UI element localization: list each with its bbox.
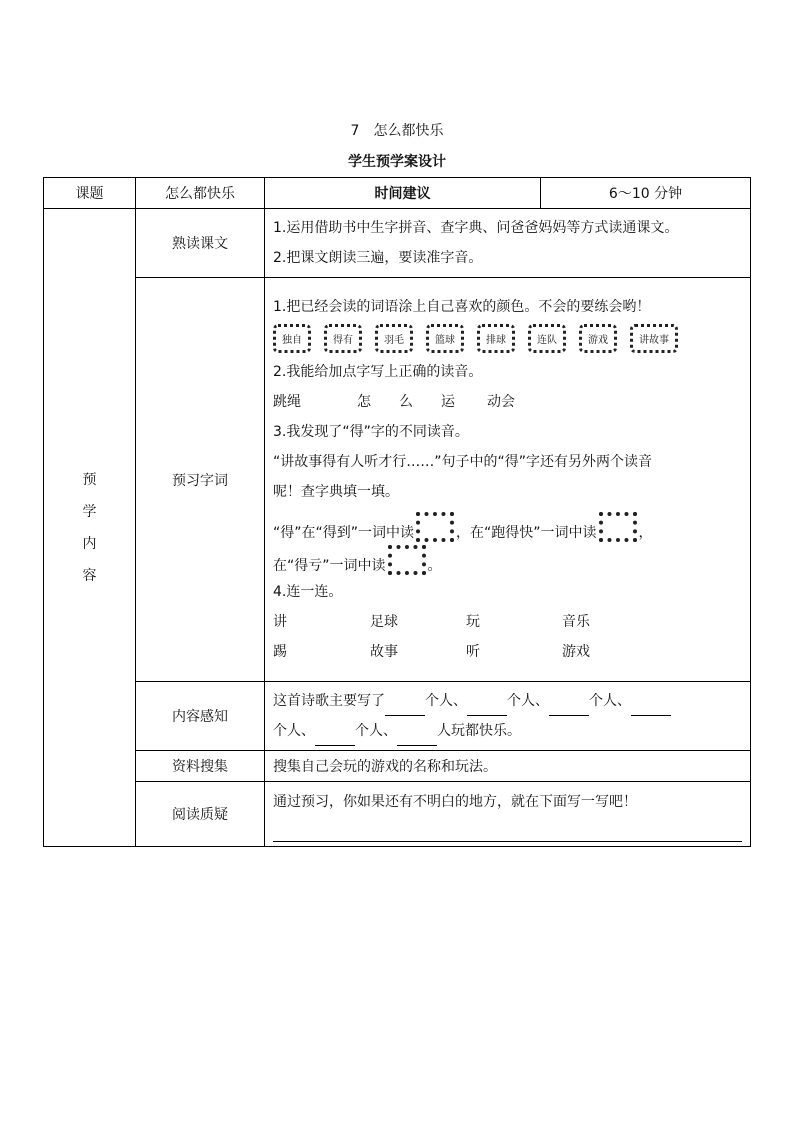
q2-word: 跳绳 (273, 394, 301, 410)
word-tag[interactable]: 独自 (273, 324, 311, 353)
answer-blank[interactable] (549, 701, 589, 716)
words-q3-b: 呢！查字典填一填。 (273, 484, 399, 500)
q3-d-text: 。 (427, 558, 442, 574)
perceive-label: 内容感知 (136, 682, 265, 751)
q3-c-text: ，在“跑得快”一词中读 (456, 525, 597, 541)
side-label-char: 预 (82, 471, 97, 488)
header-time-value: 6～10 分钟 (541, 178, 751, 209)
words-q3-c (273, 507, 742, 547)
perceive-text: 个人、 (507, 693, 549, 709)
question-write-line[interactable] (273, 823, 742, 842)
perceive-text: 人玩都快乐。 (437, 723, 521, 739)
pinyin-answer-box[interactable] (416, 512, 454, 542)
answer-blank[interactable] (397, 731, 437, 746)
question-label: 阅读质疑 (136, 782, 265, 847)
row-collect (44, 751, 751, 782)
word-tag[interactable]: 羽毛 (375, 324, 413, 353)
words-q3-a: “讲故事得有人听才行……”句子中的“得”字还有另外两个读音 (273, 454, 653, 470)
read-line-2: 2.把课文朗读三遍，要读准字音。 (273, 250, 483, 266)
word-tag[interactable]: 排球 (477, 324, 515, 353)
prestudy-table (43, 177, 751, 847)
words-content (265, 278, 751, 682)
row-words (44, 278, 751, 682)
side-label (44, 209, 136, 847)
perceive-text: 个人、 (273, 723, 315, 739)
match-item[interactable]: 游戏 (562, 644, 590, 660)
row-perceive (44, 682, 751, 751)
read-line-1: 1.运用借助书中生字拼音、查字典、问爸爸妈妈等方式读通课文。 (273, 220, 679, 236)
words-label: 预习字词 (136, 278, 265, 682)
perceive-text: 个人、 (355, 723, 397, 739)
q2-word: 动会 (487, 394, 515, 410)
document-subtitle: 学生预学案设计 (348, 154, 446, 170)
perceive-text: 这首诗歌主要写了 (273, 693, 385, 709)
question-text: 通过预习，你如果还有不明白的地方，就在下面写一写吧！ (273, 793, 637, 810)
row-question (44, 782, 751, 847)
word-tag[interactable]: 游戏 (579, 324, 617, 353)
match-item[interactable]: 足球 (370, 614, 398, 630)
answer-blank[interactable] (631, 701, 671, 716)
answer-blank[interactable] (385, 701, 425, 716)
read-label: 熟读课文 (136, 209, 265, 278)
match-item[interactable]: 玩 (466, 614, 480, 630)
pinyin-answer-box[interactable] (388, 545, 426, 575)
match-item[interactable]: 音乐 (562, 614, 590, 630)
perceive-text: 个人、 (425, 693, 467, 709)
side-label-char: 容 (82, 567, 97, 584)
header-topic-label: 课题 (44, 178, 136, 209)
q2-word: 怎 (357, 394, 371, 410)
collect-content (265, 751, 751, 782)
perceive-content (265, 682, 751, 751)
word-tag-list (273, 322, 742, 357)
words-q4: 4.连一连。 (273, 584, 343, 600)
match-item[interactable]: 听 (466, 644, 480, 660)
answer-blank[interactable] (315, 731, 355, 746)
perceive-line-1 (273, 686, 742, 716)
collect-text: 搜集自己会玩的游戏的名称和玩法。 (273, 759, 497, 775)
words-q2: 2.我能给加点字写上正确的读音。 (273, 364, 483, 380)
document-title: 7 怎么都快乐 (350, 123, 444, 139)
read-content (265, 209, 751, 278)
word-tag[interactable]: 连队 (528, 324, 566, 353)
perceive-text: 个人、 (589, 693, 631, 709)
match-item[interactable]: 讲 (273, 614, 287, 630)
words-q3: 3.我发现了“得”字的不同读音。 (273, 424, 469, 440)
header-time-label: 时间建议 (265, 178, 541, 209)
header-topic-value: 怎么都快乐 (136, 178, 265, 209)
perceive-line-2 (273, 716, 742, 746)
word-tag[interactable]: 篮球 (426, 324, 464, 353)
match-row-2 (273, 637, 742, 667)
q3-c-text: “得”在“得到”一词中读 (273, 525, 415, 541)
answer-blank[interactable] (467, 701, 507, 716)
question-content (265, 782, 751, 847)
match-item[interactable]: 踢 (273, 644, 287, 660)
word-tag[interactable]: 得有 (324, 324, 362, 353)
q3-c-text: ， (638, 525, 653, 541)
pinyin-answer-box[interactable] (599, 512, 637, 542)
q2-word: 么 (399, 394, 413, 410)
word-tag[interactable]: 讲故事 (630, 324, 678, 353)
side-label-char: 内 (82, 535, 97, 552)
q3-d-text: 在“得亏”一词中读 (273, 558, 386, 574)
match-row-1 (273, 607, 742, 637)
words-q2-words (273, 387, 742, 417)
words-q1: 1.把已经会读的词语涂上自己喜欢的颜色。不会的要练会哟！ (273, 299, 651, 315)
side-label-char: 学 (82, 503, 97, 520)
row-read (44, 209, 751, 278)
collect-label: 资料搜集 (136, 751, 265, 782)
match-item[interactable]: 故事 (370, 644, 398, 660)
words-q3-d (273, 547, 742, 577)
header-row (44, 178, 751, 209)
q2-word: 运 (441, 394, 455, 410)
